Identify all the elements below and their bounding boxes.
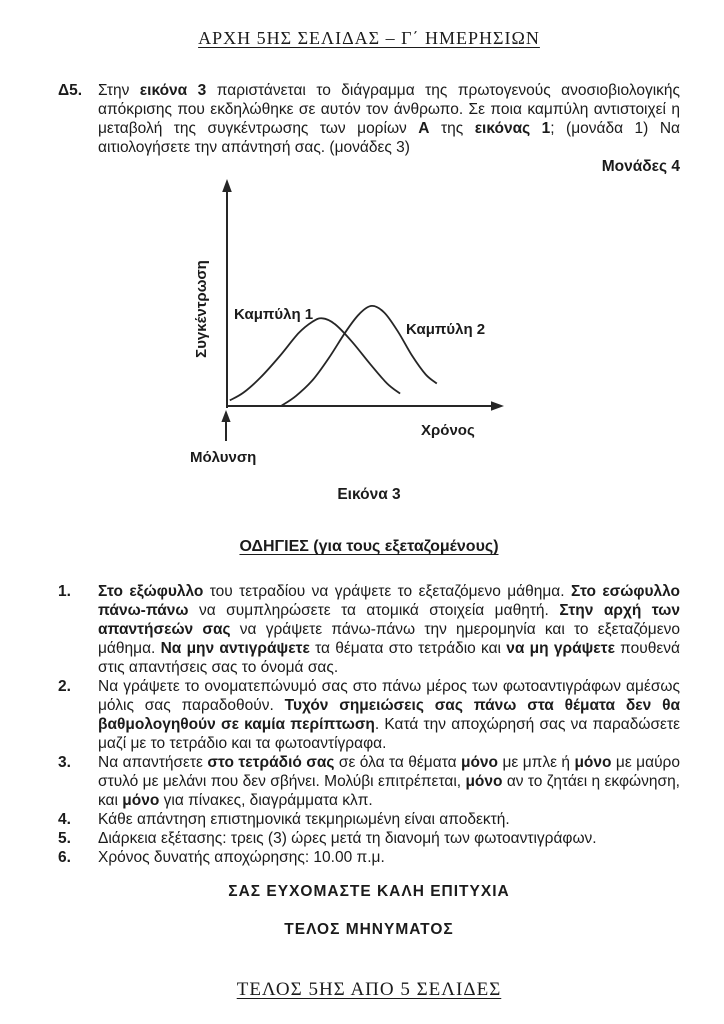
page-footer-title: ΤΕΛΟΣ 5ΗΣ ΑΠΟ 5 ΣΕΛΙΔΕΣ xyxy=(236,979,502,1000)
figure-3 xyxy=(58,178,680,480)
instruction-number: 4. xyxy=(58,811,71,828)
page-header-title: ΑΡΧΗ 5ΗΣ ΣΕΛΙΔΑΣ – Γ΄ ΗΜΕΡΗΣΙΩΝ xyxy=(198,28,540,48)
end-of-message: ΤΕΛΟΣ ΜΗΝΥΜΑΤΟΣ xyxy=(284,921,454,938)
question-points: Μονάδες 4 xyxy=(601,158,680,175)
y-axis-arrowhead-icon xyxy=(222,179,232,192)
instruction-number: 3. xyxy=(58,754,71,771)
x-axis-label: Χρόνος xyxy=(421,422,475,439)
question-text: Στην εικόνα 3 παριστάνεται το διάγραμμα της πρωτογενούς ανοσιοβιολογικής απόκρισης που εκδηλώθηκε σε αυτόν τον άνθρωπο. Σε ποια καμπύλη αντιστοιχεί η μεταβολή της συγκέντρωσης των μορίων Α της εικόνας 1; (μονάδα 1) Να αιτιολογήσετε την απάντησή σας. (μονάδες 3) xyxy=(98,82,680,156)
instruction-item-1 xyxy=(58,582,680,677)
instruction-number: 5. xyxy=(58,830,71,847)
instruction-item-5 xyxy=(58,829,680,848)
infection-arrowhead-icon xyxy=(221,410,230,422)
figure-caption: Εικόνα 3 xyxy=(337,486,401,503)
question-number: Δ5. xyxy=(58,82,83,99)
y-axis-label: Συγκέντρωση xyxy=(193,260,210,358)
instruction-item-2 xyxy=(58,677,680,753)
instruction-number: 6. xyxy=(58,849,71,866)
good-luck-message: ΣΑΣ ΕΥΧΟΜΑΣΤΕ ΚΑΛΗ ΕΠΙΤΥΧΙΑ xyxy=(228,883,510,900)
x-axis-arrowhead-icon xyxy=(491,401,504,411)
instruction-number: 2. xyxy=(58,678,71,695)
instruction-item-4 xyxy=(58,810,680,829)
instruction-text: Διάρκεια εξέτασης: τρεις (3) ώρες μετά τη διανομή των φωτοαντιγράφων. xyxy=(98,830,597,847)
instruction-item-3 xyxy=(58,753,680,810)
instruction-item-6 xyxy=(58,848,680,867)
instruction-text: Να γράψετε το ονοματεπώνυμό σας στο πάνω μέρος των φωτοαντιγράφων αμέσως μόλις σας παραδοθούν. Τυχόν σημειώσεις σας πάνω στα θέματα δεν θα βαθμολογηθούν σε καμία περίπτωση. Κατά την αποχώρησή σας να παραδώσετε μαζί με το τετράδιο και τα φωτοαντίγραφα. xyxy=(98,678,680,752)
instructions-list xyxy=(58,582,680,867)
curve-2-label: Καμπύλη 2 xyxy=(406,321,486,338)
figure-svg xyxy=(160,178,520,480)
instruction-text: Κάθε απάντηση επιστημονικά τεκμηριωμένη είναι αποδεκτή. xyxy=(98,811,510,828)
instruction-text: Στο εξώφυλλο του τετραδίου να γράψετε το εξεταζόμενο μάθημα. Στο εσώφυλλο πάνω-πάνω να συμπληρώσετε τα ατομικά στοιχεία μαθητή. Στην αρχή των απαντήσεών σας να γράψετε πάνω-πάνω την ημερομηνία και το εξεταζόμενο μάθημα. Να μην αντιγράψετε τα θέματα στο τετράδιο και να μη γράψετε πουθενά στις απαντήσεις σας το όνομά σας. xyxy=(98,583,681,676)
question-d5 xyxy=(58,81,680,157)
instructions-heading: ΟΔΗΓΙΕΣ (για τους εξεταζομένους) xyxy=(239,538,499,555)
curve-1-label: Καμπύλη 1 xyxy=(234,306,314,323)
instruction-number: 1. xyxy=(58,583,71,600)
infection-label: Μόλυνση xyxy=(190,449,257,466)
instruction-text: Να απαντήσετε στο τετράδιό σας σε όλα τα θέματα μόνο με μπλε ή μόνο με μαύρο στυλό με μελάνι που δεν σβήνει. Μολύβι επιτρέπεται, μόνο αν το ζητάει η εκφώνηση, και μόνο για πίνακες, διαγράμματα κλπ. xyxy=(98,754,680,809)
instruction-text: Χρόνος δυνατής αποχώρησης: 10.00 π.μ. xyxy=(98,849,385,866)
curve-1 xyxy=(230,318,400,400)
